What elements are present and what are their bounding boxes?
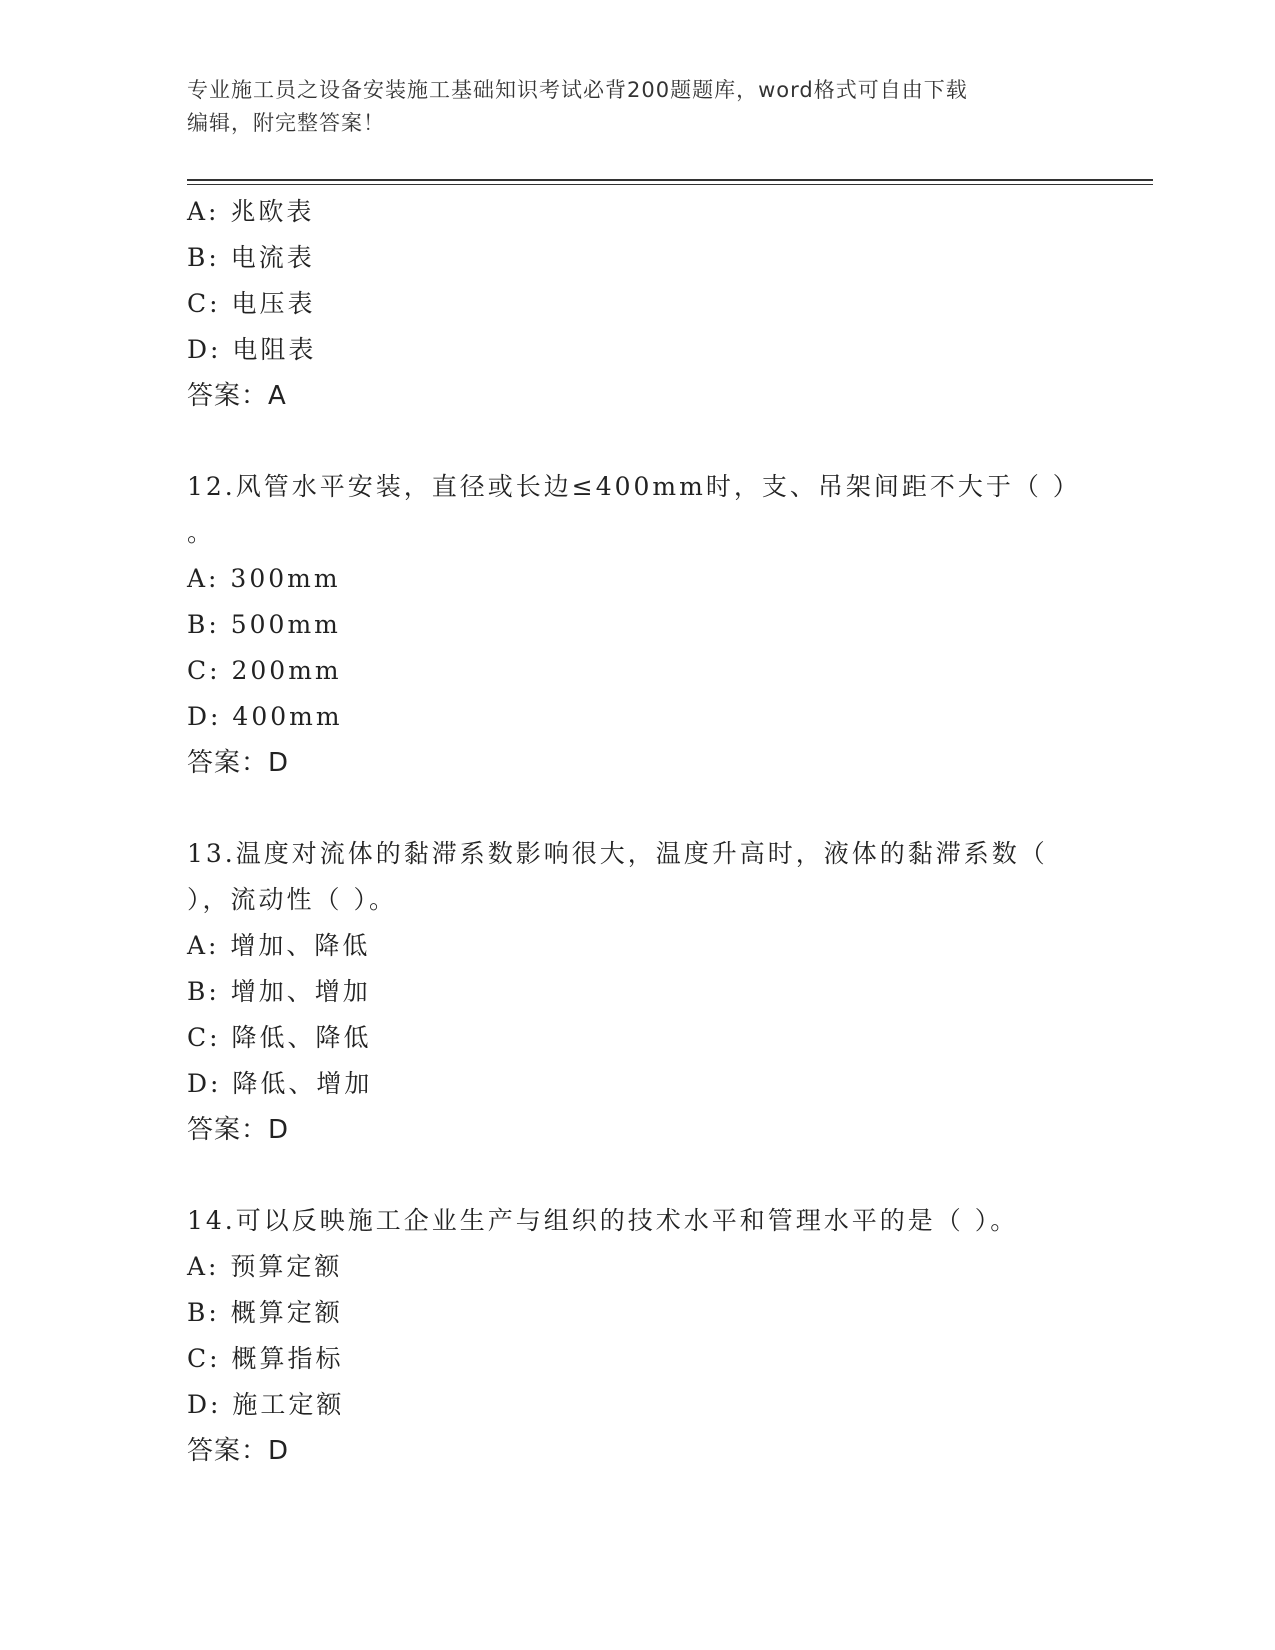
- option-a: A: 增加、降低: [187, 931, 371, 960]
- question-text-continued: ），流动性（ ）。: [187, 885, 397, 914]
- question-block-13: [187, 831, 1087, 1153]
- answer-line: 答案：D: [187, 1436, 290, 1466]
- option-b: B: 电流表: [187, 243, 315, 272]
- header-line-2: 编辑，附完整答案！: [187, 111, 385, 135]
- option-c: C: 概算指标: [187, 1344, 344, 1373]
- option-b: B: 500mm: [187, 610, 341, 639]
- option-d: D: 降低、增加: [187, 1069, 373, 1098]
- question-text: 14.可以反映施工企业生产与组织的技术水平和管理水平的是（ ）。: [187, 1206, 1019, 1235]
- header-divider: [187, 179, 1153, 185]
- option-a: A: 预算定额: [187, 1252, 343, 1281]
- question-block-14: [187, 1198, 1087, 1474]
- spacer: [187, 419, 1087, 464]
- header-line-1: 专业施工员之设备安装施工基础知识考试必背200题题库，word格式可自由下载: [187, 78, 968, 102]
- document-header: [187, 74, 1067, 140]
- spacer: [187, 1153, 1087, 1198]
- option-c: C: 电压表: [187, 289, 316, 318]
- option-d: D: 施工定额: [187, 1390, 345, 1419]
- question-text: 13.温度对流体的黏滞系数影响很大，温度升高时，液体的黏滞系数（: [187, 839, 1048, 868]
- option-a: A: 兆欧表: [187, 197, 315, 226]
- question-block-12: [187, 464, 1087, 786]
- option-a: A: 300mm: [187, 564, 341, 593]
- answer-line: 答案：D: [187, 748, 290, 778]
- spacer: [187, 786, 1087, 831]
- option-b: B: 增加、增加: [187, 977, 371, 1006]
- answer-line: 答案：D: [187, 1115, 290, 1145]
- document-body: [187, 189, 1087, 1474]
- option-d: D: 400mm: [187, 702, 343, 731]
- option-c: C: 200mm: [187, 656, 342, 685]
- option-c: C: 降低、降低: [187, 1023, 372, 1052]
- question-text: 12.风管水平安装，直径或长边≤400mm时，支、吊架间距不大于（ ）: [187, 472, 1081, 501]
- option-d: D: 电阻表: [187, 335, 317, 364]
- question-text-continued: 。: [187, 518, 216, 547]
- answer-line: 答案：A: [187, 381, 287, 411]
- question-block-prev: [187, 189, 1087, 419]
- option-b: B: 概算定额: [187, 1298, 343, 1327]
